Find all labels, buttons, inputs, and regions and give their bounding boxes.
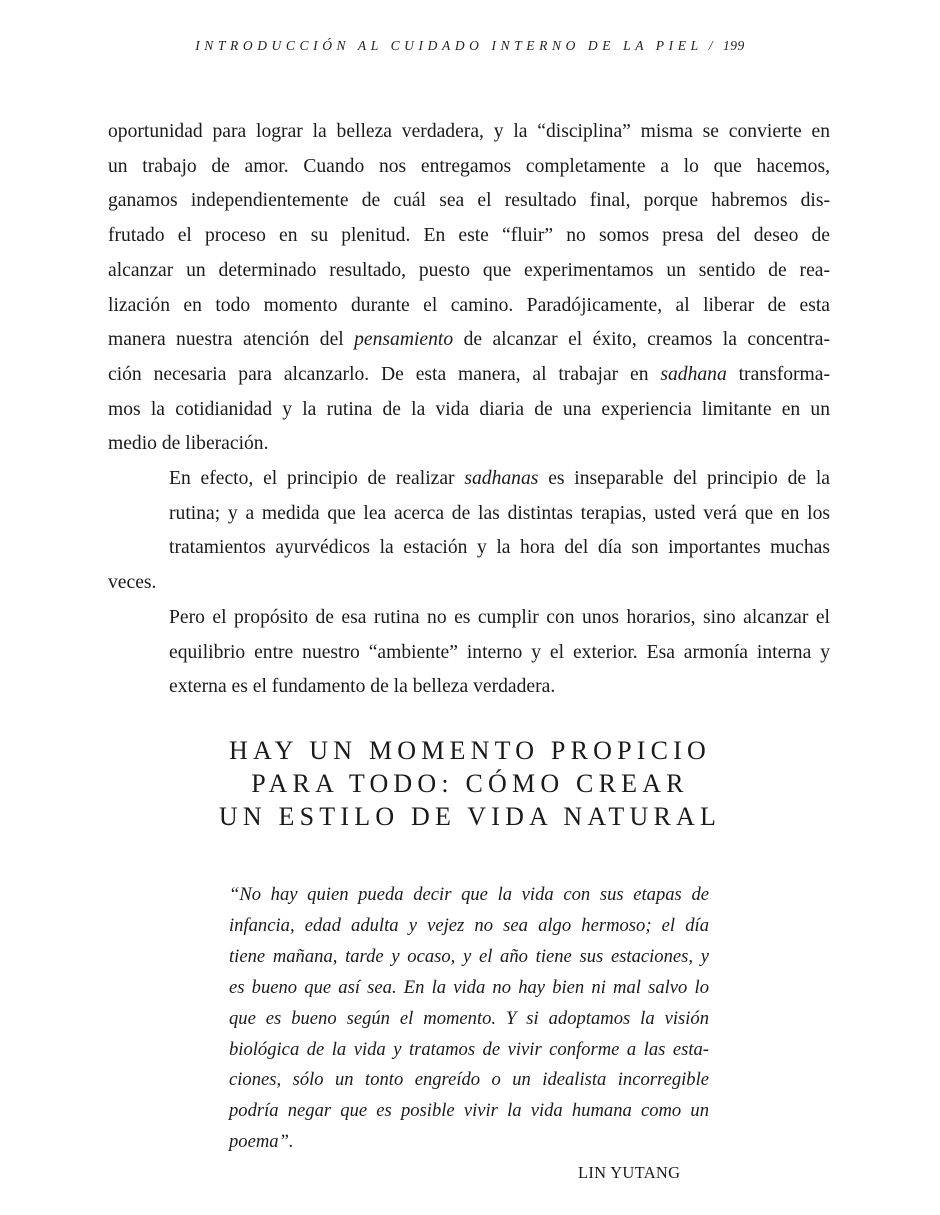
epigraph-quote <box>229 880 709 1158</box>
epigraph-attribution: LIN YUTANG <box>578 1163 681 1182</box>
text-run: ción necesaria para alcanzarlo. De esta manera, al trabajar en <box>108 363 661 385</box>
text-run: Pero el propósito de esa rutina no es cumplir con unos horarios, sino alcanzar el <box>169 606 830 628</box>
italic-term: sadhanas <box>464 468 539 490</box>
epigraph-line: que es bueno según el momento. Y si adoptamos la visión <box>229 1007 709 1029</box>
section-heading <box>0 734 940 833</box>
text-line <box>108 601 830 636</box>
epigraph-line: “No hay quien pueda decir que la vida con sus etapas de <box>229 884 709 905</box>
text-run: externa es el fundamento de la belleza verdadera. <box>169 676 556 698</box>
text-run: transforma- <box>726 363 831 385</box>
running-title: INTRODUCCIÓN AL CUIDADO INTERNO DE LA PIEL <box>195 38 703 53</box>
text-line <box>108 323 830 358</box>
epigraph-line: es bueno que así sea. En la vida no hay bien ni mal salvo lo <box>229 976 709 998</box>
text-run: manera nuestra atención del <box>108 329 355 351</box>
heading-line: UN ESTILO DE VIDA NATURAL <box>218 802 722 831</box>
epigraph-line: infancia, edad adulta y vejez no sea algo hermoso; el día <box>229 914 709 936</box>
text-run: frutado el proceso en su plenitud. En este “fluir” no somos presa del deseo de <box>108 225 830 247</box>
header-separator: / <box>708 38 718 53</box>
italic-term: pensamiento <box>354 329 454 351</box>
text-line <box>108 115 830 150</box>
heading-line: HAY UN MOMENTO PROPICIO <box>229 736 711 765</box>
paragraph-2 <box>108 462 830 705</box>
text-line <box>108 150 830 185</box>
heading-line: PARA TODO: CÓMO CREAR <box>251 769 689 798</box>
paragraph-1 <box>108 115 830 462</box>
epigraph-line: podría negar que es posible vivir la vida humana como un <box>229 1100 709 1122</box>
text-run: equilibrio entre nuestro “ambiente” interno y el exterior. Esa armonía interna y <box>169 641 830 663</box>
text-line <box>108 531 830 600</box>
text-line <box>108 254 830 289</box>
epigraph-line: biológica de la vida y tratamos de vivir conforme a las esta- <box>229 1038 709 1060</box>
text-line <box>108 497 830 532</box>
text-line <box>108 289 830 324</box>
page-number: 199 <box>723 38 745 53</box>
text-line <box>108 219 830 254</box>
text-run: medio de liberación. <box>108 433 269 455</box>
text-run: alcanzar un determinado resultado, puesto que experimentamos un sentido de rea- <box>108 259 830 281</box>
text-run: mos la cotidianidad y la rutina de la vida diaria de una experiencia limitante en un <box>108 398 830 420</box>
text-run: tratamientos ayurvédicos la estación y la hora del día son importantes muchas veces. <box>108 537 830 594</box>
text-line <box>108 427 830 462</box>
text-line <box>108 670 830 705</box>
text-run: de alcanzar el éxito, creamos la concentra- <box>453 329 830 351</box>
text-line <box>108 636 830 671</box>
text-run: es inseparable del principio de la <box>538 468 830 490</box>
text-line <box>108 358 830 393</box>
text-line <box>108 184 830 219</box>
body-text <box>108 115 830 705</box>
text-run: ganamos independientemente de cuál sea el resultado final, porque habremos dis- <box>108 190 830 212</box>
text-run: un trabajo de amor. Cuando nos entregamos completamente a lo que hacemos, <box>108 155 830 177</box>
text-run: rutina; y a medida que lea acerca de las distintas terapias, usted verá que en los <box>169 502 830 524</box>
text-run: En efecto, el principio de realizar <box>169 468 465 490</box>
text-run: oportunidad para lograr la belleza verdadera, y la “disciplina” misma se convierte en <box>108 121 830 142</box>
text-line <box>108 462 830 497</box>
italic-term: sadhana <box>660 363 727 385</box>
text-line <box>108 393 830 428</box>
epigraph-line: tiene mañana, tarde y ocaso, y el año tiene sus estaciones, y <box>229 945 709 967</box>
text-run: lización en todo momento durante el camino. Paradójicamente, al liberar de esta <box>108 294 830 316</box>
running-header <box>0 38 940 54</box>
epigraph-line: poema”. <box>229 1131 294 1153</box>
epigraph-line: ciones, sólo un tonto engreído o un idealista incorregible <box>229 1069 709 1091</box>
